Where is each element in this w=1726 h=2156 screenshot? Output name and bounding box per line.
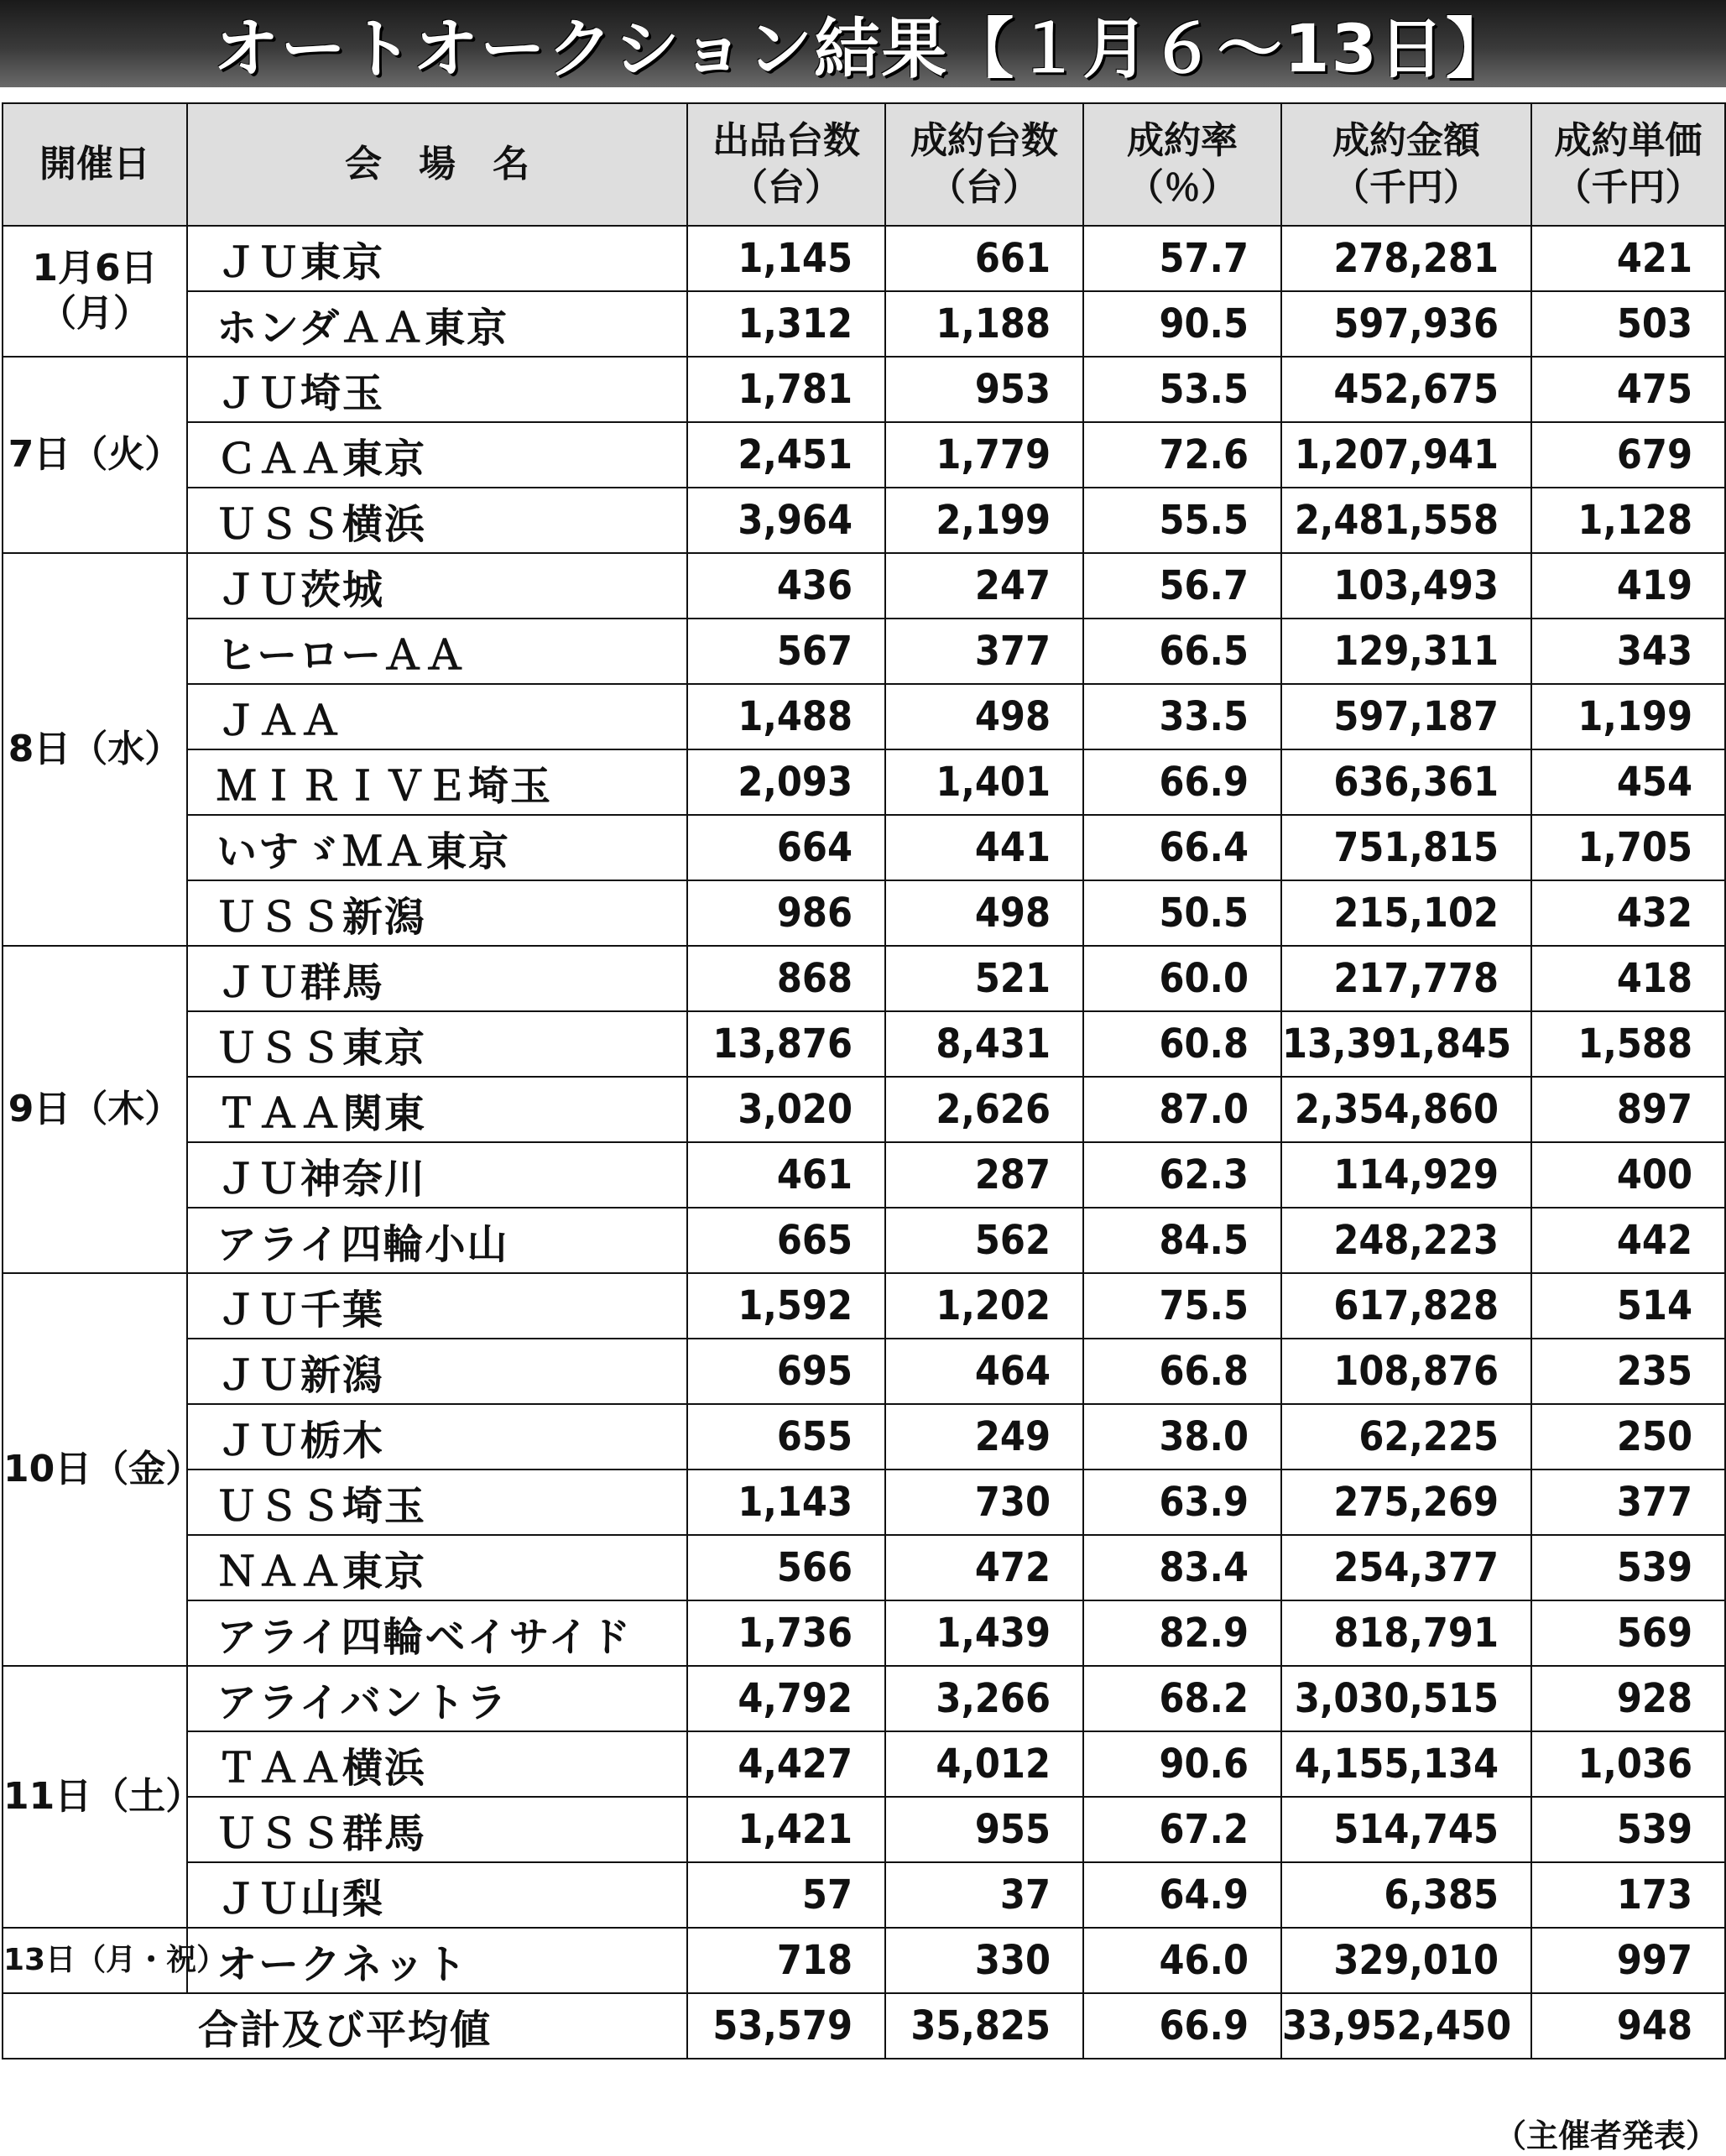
source-note: （主催者発表） [1494,2117,1718,2154]
rate-value: 60.0 [1083,946,1281,1011]
sold-value: 1,401 [885,749,1083,815]
table-row [3,1731,1725,1797]
sold-value: 249 [885,1404,1083,1470]
table-row [3,815,1725,880]
table-row [3,1273,1725,1339]
date-cell [3,1666,203,1928]
venue-name: いすゞＭＡ東京 [187,815,687,880]
amount-value: 108,876 [1281,1339,1531,1404]
sold-value: 472 [885,1535,1083,1600]
amount-value: 275,269 [1281,1470,1531,1535]
venue-name: ＴＡＡ横浜 [187,1731,687,1797]
header-rate: 成約率 （％） [1083,103,1281,226]
listed-value: 1,736 [687,1600,885,1666]
date-label: 13日（月・祝） [3,1943,227,1977]
rate-value: 38.0 [1083,1404,1281,1470]
listed-value: 1,421 [687,1797,885,1862]
amount-value: 597,187 [1281,684,1531,749]
date-cell [3,357,187,553]
sold-value: 37 [885,1862,1083,1928]
sold-value: 1,779 [885,422,1083,488]
amount-value: 129,311 [1281,619,1531,684]
rate-value: 55.5 [1083,488,1281,553]
table-row [3,684,1725,749]
rate-value: 67.2 [1083,1797,1281,1862]
rate-value: 33.5 [1083,684,1281,749]
table-row [3,1077,1725,1142]
unit-value: 418 [1531,946,1725,1011]
unit-value: 897 [1531,1077,1725,1142]
date-cell [3,946,187,1273]
venue-name: ＪＵ茨城 [187,553,687,619]
sold-value: 661 [885,226,1083,291]
listed-value: 1,488 [687,684,885,749]
unit-value: 539 [1531,1535,1725,1600]
amount-value: 751,815 [1281,815,1531,880]
venue-name: ホンダＡＡ東京 [187,291,687,357]
unit-value: 503 [1531,291,1725,357]
rate-value: 64.9 [1083,1862,1281,1928]
listed-value: 2,451 [687,422,885,488]
venue-name: ＪＵ栃木 [187,1404,687,1470]
venue-name: アライ四輪ベイサイド [187,1600,687,1666]
sold-value: 441 [885,815,1083,880]
date-cell [3,226,187,357]
header-date: 開催日 [3,103,187,226]
rate-value: 62.3 [1083,1142,1281,1208]
unit-value: 539 [1531,1797,1725,1862]
listed-value: 4,792 [687,1666,885,1731]
venue-name: ＣＡＡ東京 [187,422,687,488]
rate-value: 66.8 [1083,1339,1281,1404]
venue-name: ＵＳＳ群馬 [187,1797,687,1862]
table-row [3,1928,1725,1993]
amount-value: 278,281 [1281,226,1531,291]
venue-name: ＵＳＳ埼玉 [187,1470,687,1535]
amount-value: 215,102 [1281,880,1531,946]
unit-value: 173 [1531,1862,1725,1928]
table-row [3,1339,1725,1404]
table-row [3,1666,1725,1731]
rate-value: 63.9 [1083,1470,1281,1535]
table-row [3,1470,1725,1535]
sold-value: 247 [885,553,1083,619]
venue-name: ＪＵ山梨 [187,1862,687,1928]
sold-value: 1,202 [885,1273,1083,1339]
table-row [3,1404,1725,1470]
date-label: 10日（金） [3,1448,203,1490]
amount-value: 2,354,860 [1281,1077,1531,1142]
venue-name: ＪＡＡ [187,684,687,749]
auction-results-table [2,102,1726,2059]
rate-value: 82.9 [1083,1600,1281,1666]
table-row [3,553,1725,619]
listed-value: 436 [687,553,885,619]
rate-value: 90.5 [1083,291,1281,357]
rate-value: 83.4 [1083,1535,1281,1600]
header-row [3,103,1725,226]
table-row [3,1142,1725,1208]
table-body [3,226,1725,2059]
amount-value: 514,745 [1281,1797,1531,1862]
listed-value: 1,145 [687,226,885,291]
rate-value: 68.2 [1083,1666,1281,1731]
unit-value: 679 [1531,422,1725,488]
unit-value: 454 [1531,749,1725,815]
rate-value: 87.0 [1083,1077,1281,1142]
sold-value: 287 [885,1142,1083,1208]
unit-value: 514 [1531,1273,1725,1339]
table-row [3,1011,1725,1077]
unit-value: 421 [1531,226,1725,291]
sold-value: 3,266 [885,1666,1083,1731]
amount-value: 2,481,558 [1281,488,1531,553]
sold-value: 521 [885,946,1083,1011]
date-label: 1月6日 [32,247,158,290]
table-row [3,1862,1725,1928]
header-unit-price: 成約単価 （千円） [1531,103,1725,226]
amount-value: 329,010 [1281,1928,1531,1993]
rate-value: 90.6 [1083,1731,1281,1797]
table-row [3,1208,1725,1273]
sold-value: 1,439 [885,1600,1083,1666]
listed-value: 664 [687,815,885,880]
sold-value: 330 [885,1928,1083,1993]
unit-value: 1,128 [1531,488,1725,553]
sold-value: 562 [885,1208,1083,1273]
listed-value: 655 [687,1404,885,1470]
listed-value: 567 [687,619,885,684]
table-row [3,1535,1725,1600]
listed-value: 461 [687,1142,885,1208]
listed-value: 1,312 [687,291,885,357]
table-row [3,226,1725,291]
unit-value: 343 [1531,619,1725,684]
amount-value: 62,225 [1281,1404,1531,1470]
venue-name: ＴＡＡ関東 [187,1077,687,1142]
listed-value: 1,143 [687,1470,885,1535]
amount-value: 597,936 [1281,291,1531,357]
venue-name: ＭＩＲＩＶＥ埼玉 [187,749,687,815]
sold-value: 498 [885,684,1083,749]
amount-value: 13,391,845 [1281,1011,1531,1077]
header-venue: 会 場 名 [187,103,687,226]
venue-name: ＪＵ神奈川 [187,1142,687,1208]
unit-value: 419 [1531,553,1725,619]
date-label: 9日（木） [8,1088,182,1130]
unit-value: 997 [1531,1928,1725,1993]
listed-value: 13,876 [687,1011,885,1077]
rate-value: 72.6 [1083,422,1281,488]
title-banner [0,0,1726,87]
total-rate-value: 66.9 [1083,1993,1281,2059]
venue-name: ＵＳＳ東京 [187,1011,687,1077]
listed-value: 695 [687,1339,885,1404]
date-label: （月） [39,292,150,335]
total-sold-value: 35,825 [885,1993,1083,2059]
listed-value: 986 [687,880,885,946]
rate-value: 46.0 [1083,1928,1281,1993]
amount-value: 636,361 [1281,749,1531,815]
header-amount: 成約金額 （千円） [1281,103,1531,226]
sold-value: 8,431 [885,1011,1083,1077]
table-row [3,749,1725,815]
venue-name: ＵＳＳ横浜 [187,488,687,553]
date-cell [3,553,187,946]
rate-value: 50.5 [1083,880,1281,946]
unit-value: 432 [1531,880,1725,946]
unit-value: 442 [1531,1208,1725,1273]
table-row [3,619,1725,684]
amount-value: 4,155,134 [1281,1731,1531,1797]
unit-value: 250 [1531,1404,1725,1470]
venue-name: ＪＵ千葉 [187,1273,687,1339]
amount-value: 1,207,941 [1281,422,1531,488]
sold-value: 498 [885,880,1083,946]
unit-value: 235 [1531,1339,1725,1404]
total-amount-value: 33,952,450 [1281,1993,1531,2059]
listed-value: 3,964 [687,488,885,553]
venue-name: アライバントラ [187,1666,687,1731]
table-row [3,946,1725,1011]
amount-value: 818,791 [1281,1600,1531,1666]
amount-value: 452,675 [1281,357,1531,422]
amount-value: 103,493 [1281,553,1531,619]
amount-value: 248,223 [1281,1208,1531,1273]
date-label: 7日（火） [8,433,182,476]
rate-value: 75.5 [1083,1273,1281,1339]
venue-name: ＪＵ群馬 [187,946,687,1011]
sold-value: 2,199 [885,488,1083,553]
unit-value: 1,588 [1531,1011,1725,1077]
sold-value: 464 [885,1339,1083,1404]
total-row [3,1993,1725,2059]
header-sold: 成約台数 （台） [885,103,1083,226]
venue-name: ＪＵ新潟 [187,1339,687,1404]
rate-value: 66.9 [1083,749,1281,815]
table-row [3,291,1725,357]
unit-value: 569 [1531,1600,1725,1666]
date-label: 8日（水） [8,728,182,770]
unit-value: 1,199 [1531,684,1725,749]
total-label: 合計及び平均値 [3,1993,687,2059]
date-cell [3,1928,227,1993]
table-row [3,1797,1725,1862]
date-cell [3,1273,203,1666]
sold-value: 953 [885,357,1083,422]
total-listed-value: 53,579 [687,1993,885,2059]
listed-value: 3,020 [687,1077,885,1142]
rate-value: 60.8 [1083,1011,1281,1077]
table-row [3,357,1725,422]
sold-value: 377 [885,619,1083,684]
listed-value: 718 [687,1928,885,1993]
table-row [3,422,1725,488]
unit-value: 928 [1531,1666,1725,1731]
listed-value: 2,093 [687,749,885,815]
rate-value: 56.7 [1083,553,1281,619]
unit-value: 1,705 [1531,815,1725,880]
sold-value: 4,012 [885,1731,1083,1797]
rate-value: 84.5 [1083,1208,1281,1273]
listed-value: 868 [687,946,885,1011]
sold-value: 1,188 [885,291,1083,357]
listed-value: 566 [687,1535,885,1600]
listed-value: 1,592 [687,1273,885,1339]
amount-value: 254,377 [1281,1535,1531,1600]
rate-value: 66.4 [1083,815,1281,880]
amount-value: 217,778 [1281,946,1531,1011]
page-title: オートオークション結果【１月６～13日】 [213,12,1513,87]
venue-name: ＪＵ東京 [187,226,687,291]
sold-value: 955 [885,1797,1083,1862]
venue-name: ＮＡＡ東京 [187,1535,687,1600]
unit-value: 377 [1531,1470,1725,1535]
amount-value: 617,828 [1281,1273,1531,1339]
header-listed: 出品台数 （台） [687,103,885,226]
venue-name: アライ四輪小山 [187,1208,687,1273]
amount-value: 3,030,515 [1281,1666,1531,1731]
sold-value: 2,626 [885,1077,1083,1142]
listed-value: 1,781 [687,357,885,422]
date-label: 11日（土） [3,1775,203,1818]
venue-name: オークネット [187,1928,687,1993]
rate-value: 66.5 [1083,619,1281,684]
table-row [3,488,1725,553]
table-row [3,1600,1725,1666]
table-row [3,880,1725,946]
venue-name: ヒーローＡＡ [187,619,687,684]
rate-value: 57.7 [1083,226,1281,291]
sold-value: 730 [885,1470,1083,1535]
venue-name: ＵＳＳ新潟 [187,880,687,946]
unit-value: 1,036 [1531,1731,1725,1797]
listed-value: 665 [687,1208,885,1273]
amount-value: 6,385 [1281,1862,1531,1928]
listed-value: 4,427 [687,1731,885,1797]
listed-value: 57 [687,1862,885,1928]
total-unit-value: 948 [1531,1993,1725,2059]
venue-name: ＪＵ埼玉 [187,357,687,422]
unit-value: 400 [1531,1142,1725,1208]
unit-value: 475 [1531,357,1725,422]
rate-value: 53.5 [1083,357,1281,422]
amount-value: 114,929 [1281,1142,1531,1208]
